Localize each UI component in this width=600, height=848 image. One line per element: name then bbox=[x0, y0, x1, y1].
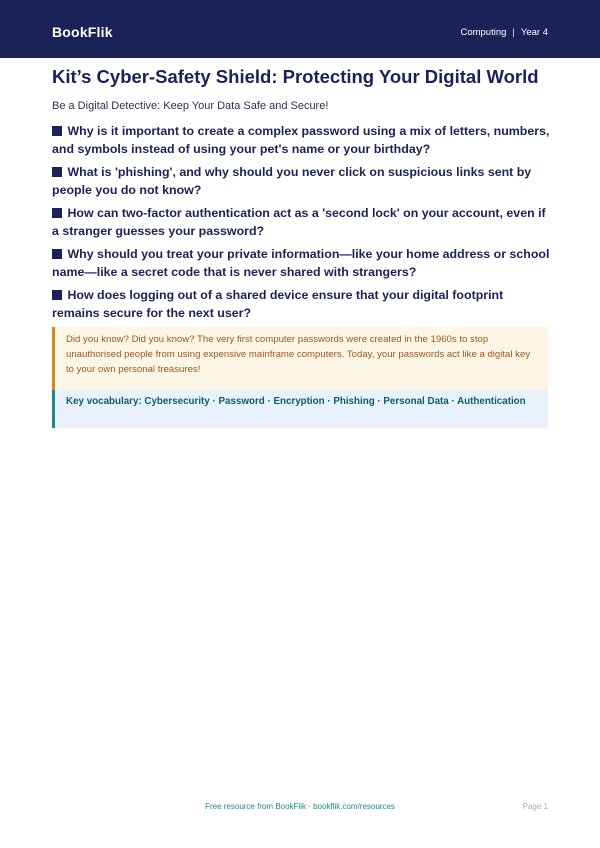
square-bullet-icon bbox=[52, 249, 62, 259]
square-bullet-icon bbox=[52, 208, 62, 218]
question-text: How does logging out of a shared device ensure that your digital footprint remains secure for the next user? bbox=[52, 288, 504, 320]
question-list bbox=[52, 122, 552, 327]
question-text: Why is it important to create a complex password using a mix of letters, numbers, and symbols instead of using your pet's name or your birthday? bbox=[52, 124, 550, 156]
question-item bbox=[52, 245, 552, 281]
question-text: How can two-factor authentication act as a 'second lock' on your account, even if a stranger guesses your password? bbox=[52, 206, 546, 238]
footer-credit: Free resource from BookFlik · bookflik.com/resources bbox=[205, 802, 395, 811]
header-bar bbox=[0, 0, 600, 58]
question-text: What is 'phishing', and why should you never click on suspicious links sent by people you do not know? bbox=[52, 165, 532, 197]
page-title: Kit’s Cyber-Safety Shield: Protecting Your Digital World bbox=[52, 66, 539, 87]
key-vocabulary-box: Key vocabulary: Cybersecurity · Password · Encryption · Phishing · Personal Data · Authentication bbox=[52, 390, 548, 428]
brand-logo-text: BookFlik bbox=[52, 24, 113, 40]
page-number: Page 1 bbox=[522, 802, 548, 811]
year-label: Year 4 bbox=[520, 27, 548, 38]
page-subtitle: Be a Digital Detective: Keep Your Data Safe and Secure! bbox=[52, 100, 329, 112]
square-bullet-icon bbox=[52, 290, 62, 300]
fun-fact-box: Did you know? Did you know? The very first computer passwords were created in the 1960s to stop unauthorised people from using expensive mainframe computers. Today, your passwords act like a digital key to your own personal treasures! bbox=[52, 327, 548, 390]
square-bullet-icon bbox=[52, 126, 62, 136]
question-item bbox=[52, 122, 552, 158]
question-text: Why should you treat your private information—like your home address or school name—like a secret code that is never shared with strangers? bbox=[52, 247, 550, 279]
question-item bbox=[52, 163, 552, 199]
header-meta bbox=[460, 26, 548, 40]
question-item bbox=[52, 204, 552, 240]
subject-label: Computing bbox=[460, 27, 507, 38]
meta-separator: | bbox=[512, 27, 515, 38]
question-item bbox=[52, 286, 552, 322]
square-bullet-icon bbox=[52, 167, 62, 177]
